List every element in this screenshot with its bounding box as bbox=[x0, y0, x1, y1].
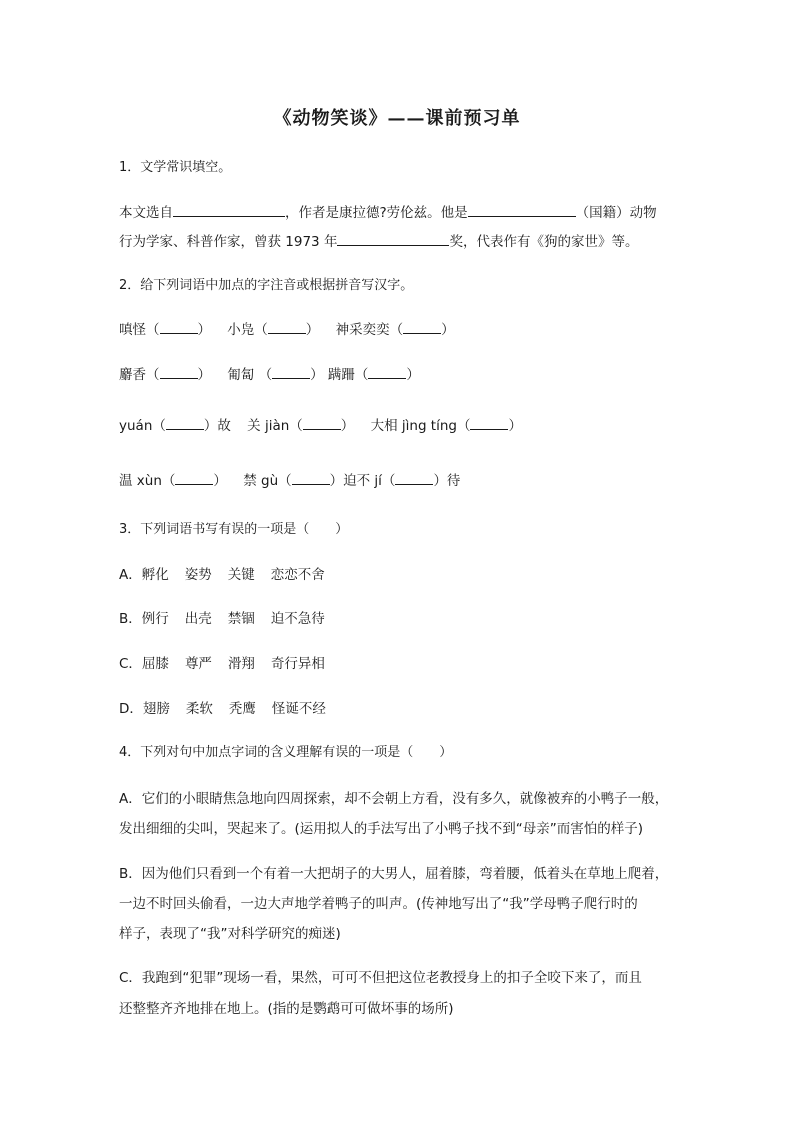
word-item bbox=[371, 418, 522, 434]
option-word: 翅膀 bbox=[142, 701, 170, 717]
word-text-end: ） bbox=[310, 367, 324, 383]
word-text: 蹒跚（ bbox=[327, 367, 369, 383]
word-text: 禁 gù（ bbox=[243, 473, 292, 489]
blank-nationality[interactable] bbox=[468, 202, 576, 217]
q1-text-a: 本文选自 bbox=[119, 205, 173, 221]
question-3-heading: 3．下列词语书写有误的一项是（ ） bbox=[119, 522, 349, 537]
answer-blank[interactable] bbox=[303, 416, 341, 430]
blank-award[interactable] bbox=[337, 231, 449, 246]
question-2-row-1 bbox=[119, 320, 455, 340]
option-letter: D． bbox=[119, 701, 143, 717]
answer-blank[interactable] bbox=[160, 320, 198, 334]
word-item bbox=[374, 473, 460, 489]
word-item bbox=[227, 367, 323, 383]
option-word: 秃鹰 bbox=[228, 701, 256, 717]
question-1-line-1 bbox=[119, 202, 657, 223]
q1-text-d: 行为学家、科普作家，曾获 1973 年 bbox=[119, 234, 338, 250]
option-d[interactable] bbox=[119, 699, 342, 719]
word-text-end: ） bbox=[213, 473, 227, 489]
option-word: 屈膝 bbox=[141, 656, 169, 672]
word-text-end: ） bbox=[197, 367, 211, 383]
word-item bbox=[227, 322, 319, 338]
question-4-heading: 4．下列对句中加点字词的含义理解有误的一项是（ ） bbox=[119, 745, 453, 760]
word-item bbox=[328, 367, 420, 383]
answer-blank[interactable] bbox=[470, 416, 508, 430]
word-text-end: ） bbox=[508, 418, 522, 434]
word-text-end: ） bbox=[305, 322, 320, 338]
option-word: 奇行异相 bbox=[270, 656, 325, 672]
word-text-end: ）待 bbox=[433, 473, 461, 489]
question-2-row-3 bbox=[119, 416, 522, 436]
option-word: 禁锢 bbox=[227, 611, 255, 627]
word-text: 麝香（ bbox=[119, 367, 160, 383]
question-1-line-2 bbox=[119, 231, 638, 252]
option-word: 姿势 bbox=[184, 567, 212, 583]
word-text: 小凫（ bbox=[227, 322, 268, 338]
word-text: jí（ bbox=[374, 473, 396, 489]
option-a-line-1[interactable]: A．它们的小眼睛焦急地向四周探索，却不会朝上方看，没有多久，就像被弃的小鸭子一般， bbox=[119, 791, 669, 807]
page-title: 《动物笑谈》——课前预习单 bbox=[273, 108, 521, 129]
answer-blank[interactable] bbox=[175, 471, 213, 485]
q1-text-b: ，作者是康拉德?劳伦兹。他是 bbox=[285, 205, 468, 221]
option-word: 出壳 bbox=[184, 611, 212, 627]
question-2-heading: 2．给下列词语中加点的字注音或根据拼音写汉字。 bbox=[119, 278, 414, 293]
word-text: 嗔怪（ bbox=[119, 322, 160, 338]
answer-blank[interactable] bbox=[272, 365, 310, 379]
option-word: 例行 bbox=[141, 611, 169, 627]
option-c-line-1[interactable]: C．我跑到“犯罪”现场一看，果然，可可不但把这位老教授身上的扣子全咬下来了，而且 bbox=[119, 970, 642, 986]
word-item bbox=[119, 418, 231, 434]
word-item bbox=[119, 322, 211, 338]
option-b-line-2: 一边不时回头偷看，一边大声地学着鸭子的叫声。(传神地写出了“我”学母鸭子爬行时的 bbox=[119, 896, 638, 912]
word-item bbox=[119, 473, 227, 489]
word-item bbox=[336, 322, 455, 338]
option-word: 滑翔 bbox=[227, 656, 255, 672]
blank-source-book[interactable] bbox=[173, 202, 285, 217]
option-letter: B． bbox=[119, 611, 142, 627]
word-text-end: ）故 bbox=[203, 418, 231, 434]
option-a[interactable] bbox=[119, 565, 341, 585]
word-text-end: ） bbox=[406, 367, 420, 383]
answer-blank[interactable] bbox=[160, 365, 198, 379]
option-word: 孵化 bbox=[141, 567, 169, 583]
q1-text-c: （国籍）动物 bbox=[575, 205, 657, 221]
question-2-row-4 bbox=[119, 471, 460, 491]
answer-blank[interactable] bbox=[395, 471, 433, 485]
option-word: 恋恋不舍 bbox=[270, 567, 325, 583]
option-word: 怪诞不经 bbox=[271, 701, 326, 717]
answer-blank[interactable] bbox=[268, 320, 306, 334]
option-letter: A． bbox=[119, 567, 142, 583]
answer-blank[interactable] bbox=[166, 416, 204, 430]
word-text: 温 xùn（ bbox=[119, 473, 176, 489]
word-text-end: ） bbox=[197, 322, 211, 338]
word-text: 大相 jìng tíng（ bbox=[370, 418, 471, 434]
option-b-line-1[interactable]: B．因为他们只看到一个有着一大把胡子的大男人，屈着膝，弯着腰，低着头在草地上爬着， bbox=[119, 866, 669, 882]
word-item bbox=[243, 473, 370, 489]
option-a-line-2: 发出细细的尖叫，哭起来了。(运用拟人的手法写出了小鸭子找不到“母亲”而害怕的样子) bbox=[119, 821, 644, 837]
question-1-heading: 1．文学常识填空。 bbox=[119, 160, 232, 175]
answer-blank[interactable] bbox=[292, 471, 330, 485]
word-item bbox=[247, 418, 354, 434]
word-text-end: ） bbox=[441, 322, 455, 338]
word-item bbox=[119, 367, 211, 383]
question-2-row-2 bbox=[119, 365, 420, 385]
option-letter: C． bbox=[119, 656, 142, 672]
option-b[interactable] bbox=[119, 609, 341, 629]
option-c[interactable] bbox=[119, 654, 341, 674]
word-text-end: ） bbox=[340, 418, 355, 434]
word-text: yuán（ bbox=[119, 418, 166, 434]
answer-blank[interactable] bbox=[368, 365, 406, 379]
word-text: 关 jiàn（ bbox=[247, 418, 303, 434]
q1-text-e: 奖，代表作有《狗的家世》等。 bbox=[449, 234, 639, 250]
word-text: 匍匐 （ bbox=[227, 367, 273, 383]
option-word: 关键 bbox=[227, 567, 255, 583]
word-text: 神采奕奕（ bbox=[335, 322, 404, 338]
option-b-line-3: 样子，表现了“我”对科学研究的痴迷) bbox=[119, 926, 341, 942]
option-word: 柔软 bbox=[185, 701, 213, 717]
option-c-line-2: 还整整齐齐地排在地上。(指的是鹦鹉可可做坏事的场所) bbox=[119, 1001, 454, 1017]
word-text-end: ）迫不 bbox=[329, 473, 371, 489]
option-word: 尊严 bbox=[184, 656, 212, 672]
option-word: 迫不急待 bbox=[270, 611, 325, 627]
answer-blank[interactable] bbox=[403, 320, 441, 334]
